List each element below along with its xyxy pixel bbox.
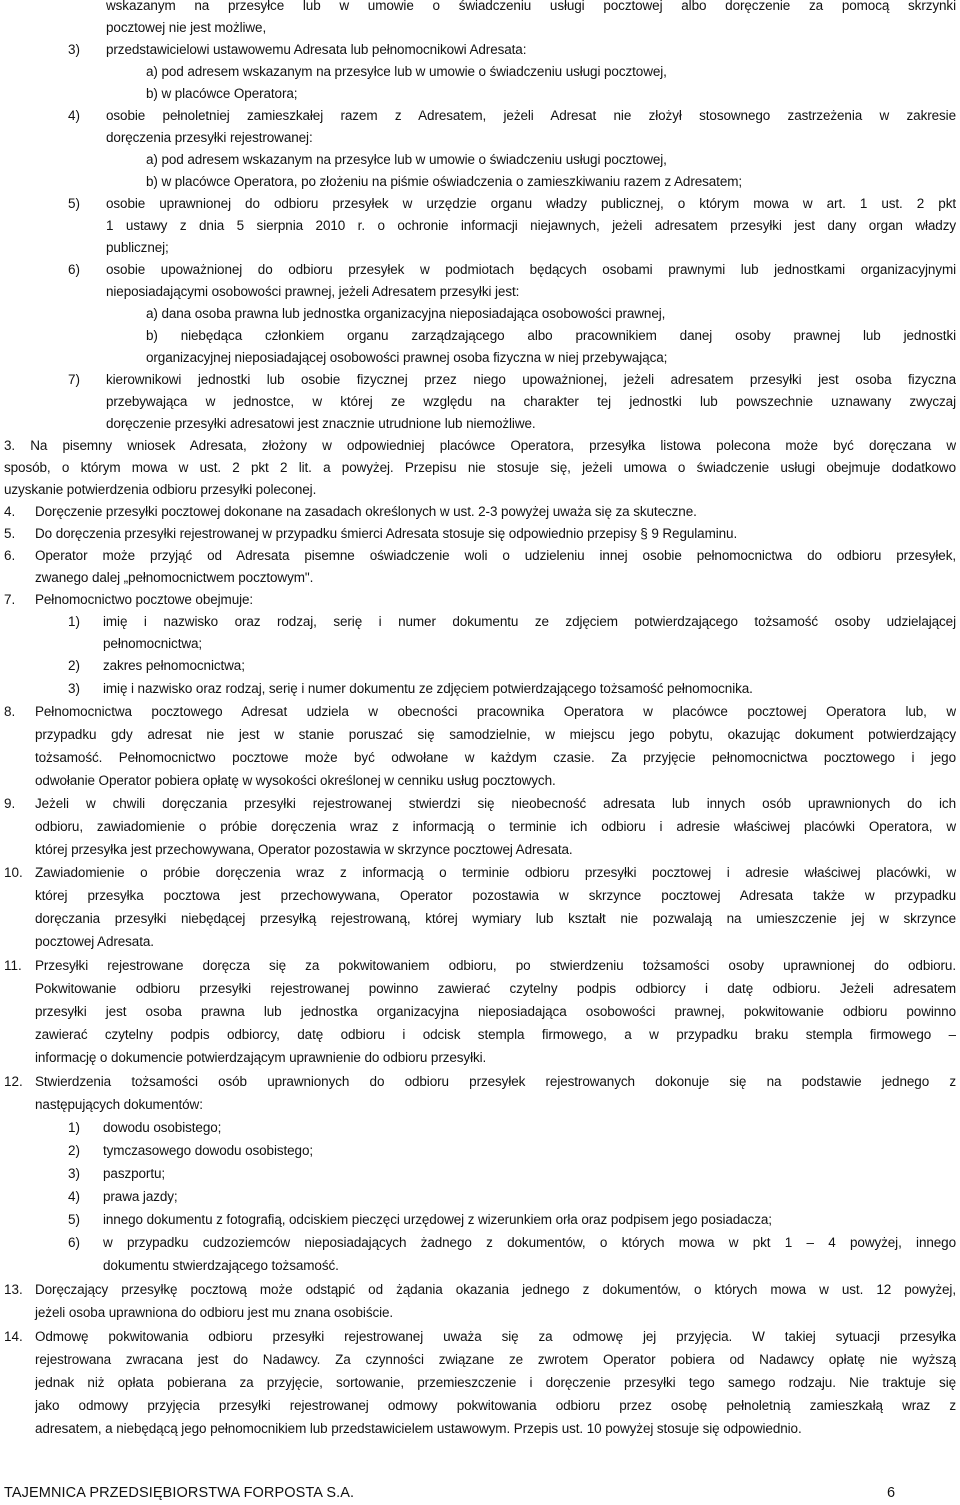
list-number: 3): [68, 1166, 81, 1181]
paragraph-number: 12.: [4, 1074, 23, 1089]
text-line: dowodu osobistego;: [103, 1120, 222, 1135]
paragraph-number: 6.: [4, 548, 16, 563]
list-number: 5): [68, 196, 81, 211]
paragraph-number: 8.: [4, 704, 16, 719]
text-line: osobie uprawnionej do odbioru przesyłek w urzędzie organu władzy publicznej, o którym mowa w art. 1 ust. 2 pkt: [106, 196, 956, 211]
paragraph-number: 14.: [4, 1329, 23, 1344]
text-line: 1 ustawy z dnia 5 sierpnia 2010 r. o ochronie informacji niejawnych, jeżeli adresatem przesyłki jest dany organ władzy: [106, 218, 956, 233]
text-line: odwołanie Operator pobiera opłatę w wysokości określonej w cenniku usług pocztowych.: [35, 773, 556, 788]
text-line: Doręczenie przesyłki pocztowej dokonane na zasadach określonych w ust. 2-3 powyżej uważa się za skuteczne.: [35, 504, 697, 519]
text-line: informację o dokumencie potwierdzającym uprawnienie do odbioru przesyłki.: [35, 1050, 487, 1065]
text-line: prawa jazdy;: [103, 1189, 178, 1204]
text-line: Jeżeli w chwili doręczania przesyłki rejestrowanej stwierdzi się nieobecność adresata lub innych osób uprawnionych do ich: [35, 796, 956, 811]
paragraph-number: 13.: [4, 1282, 23, 1297]
list-number: 3): [68, 681, 81, 696]
text-line: doręczenia przesyłki rejestrowanej:: [106, 130, 313, 145]
list-number: 6): [68, 1235, 81, 1250]
list-number: 4): [68, 108, 81, 123]
text-line: zakres pełnomocnictwa;: [103, 658, 245, 673]
text-line: publicznej;: [106, 240, 169, 255]
text-line: Zawiadomienie o próbie doręczenia wraz z informacją o terminie odbioru przesyłki pocztowej i adresie właściwej placówki, w: [35, 865, 956, 880]
paragraph-number: 5.: [4, 526, 16, 541]
paragraph-number: 9.: [4, 796, 16, 811]
paragraph-number: 11.: [4, 958, 22, 973]
text-line: której przesyłka pocztowa jest przechowywana, Operator pozostawia w skrzynce pocztowej Adresata także w przypadku: [35, 888, 956, 903]
text-line: Operator może przyjąć od Adresata pisemne oświadczenie woli o udzieleniu innej osobie pełnomocnictwa do odbioru przesyłek,: [35, 548, 956, 563]
text-line: b) w placówce Operatora;: [146, 86, 298, 101]
text-line: Do doręczenia przesyłki rejestrowanej w przypadku śmierci Adresata stosuje się odpowiednio przepisy § 9 Regulaminu.: [35, 526, 738, 541]
text-line: w przypadku cudzoziemców nieposiadających żadnego z dokumentów, o których mowa w pkt 1 – 4 powyżej, innego: [103, 1235, 956, 1250]
text-line: osobie upoważnionej do odbioru przesyłek w podmiotach będących osobami prawnymi lub jednostkami organizacyjnymi: [106, 262, 956, 277]
text-line: b) niebędąca członkiem organu zarządzającego albo pracownikiem danej osoby prawnej lub jednostki: [146, 328, 956, 343]
text-line: 3. Na pisemny wniosek Adresata, złożony w odpowiedniej placówce Operatora, przesyłka listowa polecona może być doręczana w: [4, 438, 956, 453]
list-number: 3): [68, 42, 81, 57]
paragraph-number: 4.: [4, 504, 16, 519]
paragraph-number: 7.: [4, 592, 16, 607]
text-line: adresatem, a niebędącą jego pełnomocnikiem lub przedstawicielem ustawowym. Przepis ust. 10 powyżej stosuje się odpowiednio.: [35, 1421, 802, 1436]
text-line: zawierać czytelny podpis odbiorcy, datę odbioru i odcisk stempla firmowego, a w przypadku braku stempla firmowego –: [35, 1027, 956, 1042]
text-line: sposób, o którym mowa w ust. 2 pkt 2 lit. a powyżej. Przepisu nie stosuje się, jeżeli umowa o świadczenie usługi obejmuje dodatkowo: [4, 460, 956, 475]
text-line: Doręczający przesyłkę pocztową może odstąpić od żądania okazania jednego z dokumentów, o których mowa w ust. 12 powyżej,: [35, 1282, 956, 1297]
paragraph-number: 10.: [4, 865, 23, 880]
text-line: której przesyłka jest przechowywana, Operator pozostawia w skrzynce pocztowej Adresata.: [35, 842, 573, 857]
text-line: innego dokumentu z fotografią, odciskiem pieczęci urzędowej z wizerunkiem orła oraz podpisem jego posiadacza;: [103, 1212, 772, 1227]
list-number: 6): [68, 262, 81, 277]
text-line: Odmowę pokwitowania odbioru przesyłki rejestrowanej uważa się za odmowę jej przyjęcia. W takiej sytuacji przesyłka: [35, 1329, 956, 1344]
text-line: jako odmowy przyjęcia przesyłki rejestrowanej odmowy pokwitowania odbioru przez osobę pełnoletnią zamieszkałą wraz z: [35, 1398, 956, 1413]
text-line: zwanego dalej „pełnomocnictwem pocztowym".: [35, 570, 314, 585]
text-line: doręczania przesyłki niebędącej przesyłką rejestrowaną, której wymiary lub kształt nie pozwalają na umieszczenie jej w skrzynce: [35, 911, 956, 926]
text-line: organizacyjnej nieposiadającej osobowości prawnej osoba fizyczna w niej przebywająca;: [146, 350, 668, 365]
text-line: imię i nazwisko oraz rodzaj, serię i numer dokumentu ze zdjęciem potwierdzającego tożsamość pełnomocnika.: [103, 681, 753, 696]
text-line: b) w placówce Operatora, po złożeniu na piśmie oświadczenia o zamieszkiwaniu razem z Adresatem;: [146, 174, 743, 189]
list-number: 7): [68, 372, 81, 387]
list-number: 1): [68, 1120, 81, 1135]
text-line: uzyskanie potwierdzenia odbioru przesyłki poleconej.: [4, 482, 317, 497]
list-number: 2): [68, 1143, 81, 1158]
text-line: Pokwitowanie odbioru przesyłki rejestrowanej powinno zawierać czytelny podpis odbiorcy i datę odbioru. Jeżeli adresatem: [35, 981, 956, 996]
text-line: kierownikowi jednostki lub osobie fizycznej przez niego upoważnionej, jeżeli adresatem przesyłki jest osoba fizyczna: [106, 372, 956, 387]
list-number: 5): [68, 1212, 81, 1227]
text-line: przesyłki jest osoba prawna lub jednostka organizacyjna nieposiadająca osobowości prawnej, pokwitowanie odbioru powinno: [35, 1004, 956, 1019]
footer-company: TAJEMNICA PRZEDSIĘBIORSTWA FORPOSTA S.A.: [4, 1485, 355, 1501]
text-line: jeżeli osoba uprawniona do odbioru jest mu znana osobiście.: [35, 1305, 394, 1320]
list-number: 1): [68, 614, 81, 629]
text-line: Przesyłki rejestrowane doręcza się za pokwitowaniem odbioru, po stwierdzeniu tożsamości osoby uprawnionej do odbioru.: [35, 958, 956, 973]
text-line: przypadku gdy adresat nie jest w stanie poruszać się samodzielnie, w miejscu jego pobytu, okazując dokument potwierdzający: [35, 727, 956, 742]
text-line: wskazanym na przesyłce lub w umowie o świadczeniu usługi pocztowej albo doręczenie za pomocą skrzynki: [106, 0, 956, 13]
text-line: Stwierdzenia tożsamości osób uprawnionych do odbioru przesyłek rejestrowanych dokonuje się na podstawie jednego z: [35, 1074, 956, 1089]
text-line: pełnomocnictwa;: [103, 636, 203, 651]
text-line: tożsamość. Pełnomocnictwo pocztowe może być odwołane w każdym czasie. Za przyjęcie pełnomocnictwa pocztowego i jego: [35, 750, 956, 765]
text-line: pocztowej Adresata.: [35, 934, 154, 949]
text-line: imię i nazwisko oraz rodzaj, serię i numer dokumentu ze zdjęciem potwierdzającego tożsamość osoby udzielającej: [103, 614, 956, 629]
text-line: następujących dokumentów:: [35, 1097, 203, 1112]
text-line: nieposiadającymi osobowości prawnej, jeżeli Adresatem przesyłki jest:: [106, 284, 520, 299]
text-line: pocztowej nie jest możliwe,: [106, 20, 267, 35]
text-line: a) pod adresem wskazanym na przesyłce lub w umowie o świadczeniu usługi pocztowej,: [146, 64, 667, 79]
text-line: a) pod adresem wskazanym na przesyłce lub w umowie o świadczeniu usługi pocztowej,: [146, 152, 667, 167]
text-line: jednak niż opłata pobierana za przyjęcie, sortowanie, przemieszczenie i doręczenie przesyłki tego samego rodzaju. Nie traktuje się: [35, 1375, 956, 1390]
text-line: rejestrowana zwracana jest do Nadawcy. Za czynności związane ze zwrotem Operator pobiera od Nadawcy opłatę nie wyższą: [35, 1352, 956, 1367]
page-number: 6: [887, 1485, 896, 1501]
text-line: doręczenie przesyłki adresatowi jest znacznie utrudnione lub niemożliwe.: [106, 416, 536, 431]
list-number: 2): [68, 658, 81, 673]
text-line: odbioru, zawiadomienie o próbie doręczenia wraz z informacją o terminie ich odbioru i adresie właściwej placówki Operatora, w: [35, 819, 956, 834]
list-number: 4): [68, 1189, 81, 1204]
text-line: Pełnomocnictwo pocztowe obejmuje:: [35, 592, 254, 607]
text-line: dokumentu stwierdzającego tożsamość.: [103, 1258, 339, 1273]
text-line: Pełnomocnictwa pocztowego Adresat udziela w obecności pracownika Operatora w placówce pocztowej Operatora lub, w: [35, 704, 956, 719]
text-line: paszportu;: [103, 1166, 166, 1181]
text-line: osobie pełnoletniej zamieszkałej razem z Adresatem, jeżeli Adresat nie złożył stosownego zastrzeżenia w zakresie: [106, 108, 956, 123]
text-line: tymczasowego dowodu osobistego;: [103, 1143, 314, 1158]
text-line: przebywająca w jednostce, w której ze względu na charakter tej jednostki lub powszechnie uznawany zwyczaj: [106, 394, 956, 409]
text-line: a) dana osoba prawna lub jednostka organizacyjna nieposiadająca osobowości prawnej,: [146, 306, 666, 321]
text-line: przedstawicielowi ustawowemu Adresata lub pełnomocnikowi Adresata:: [106, 42, 527, 57]
